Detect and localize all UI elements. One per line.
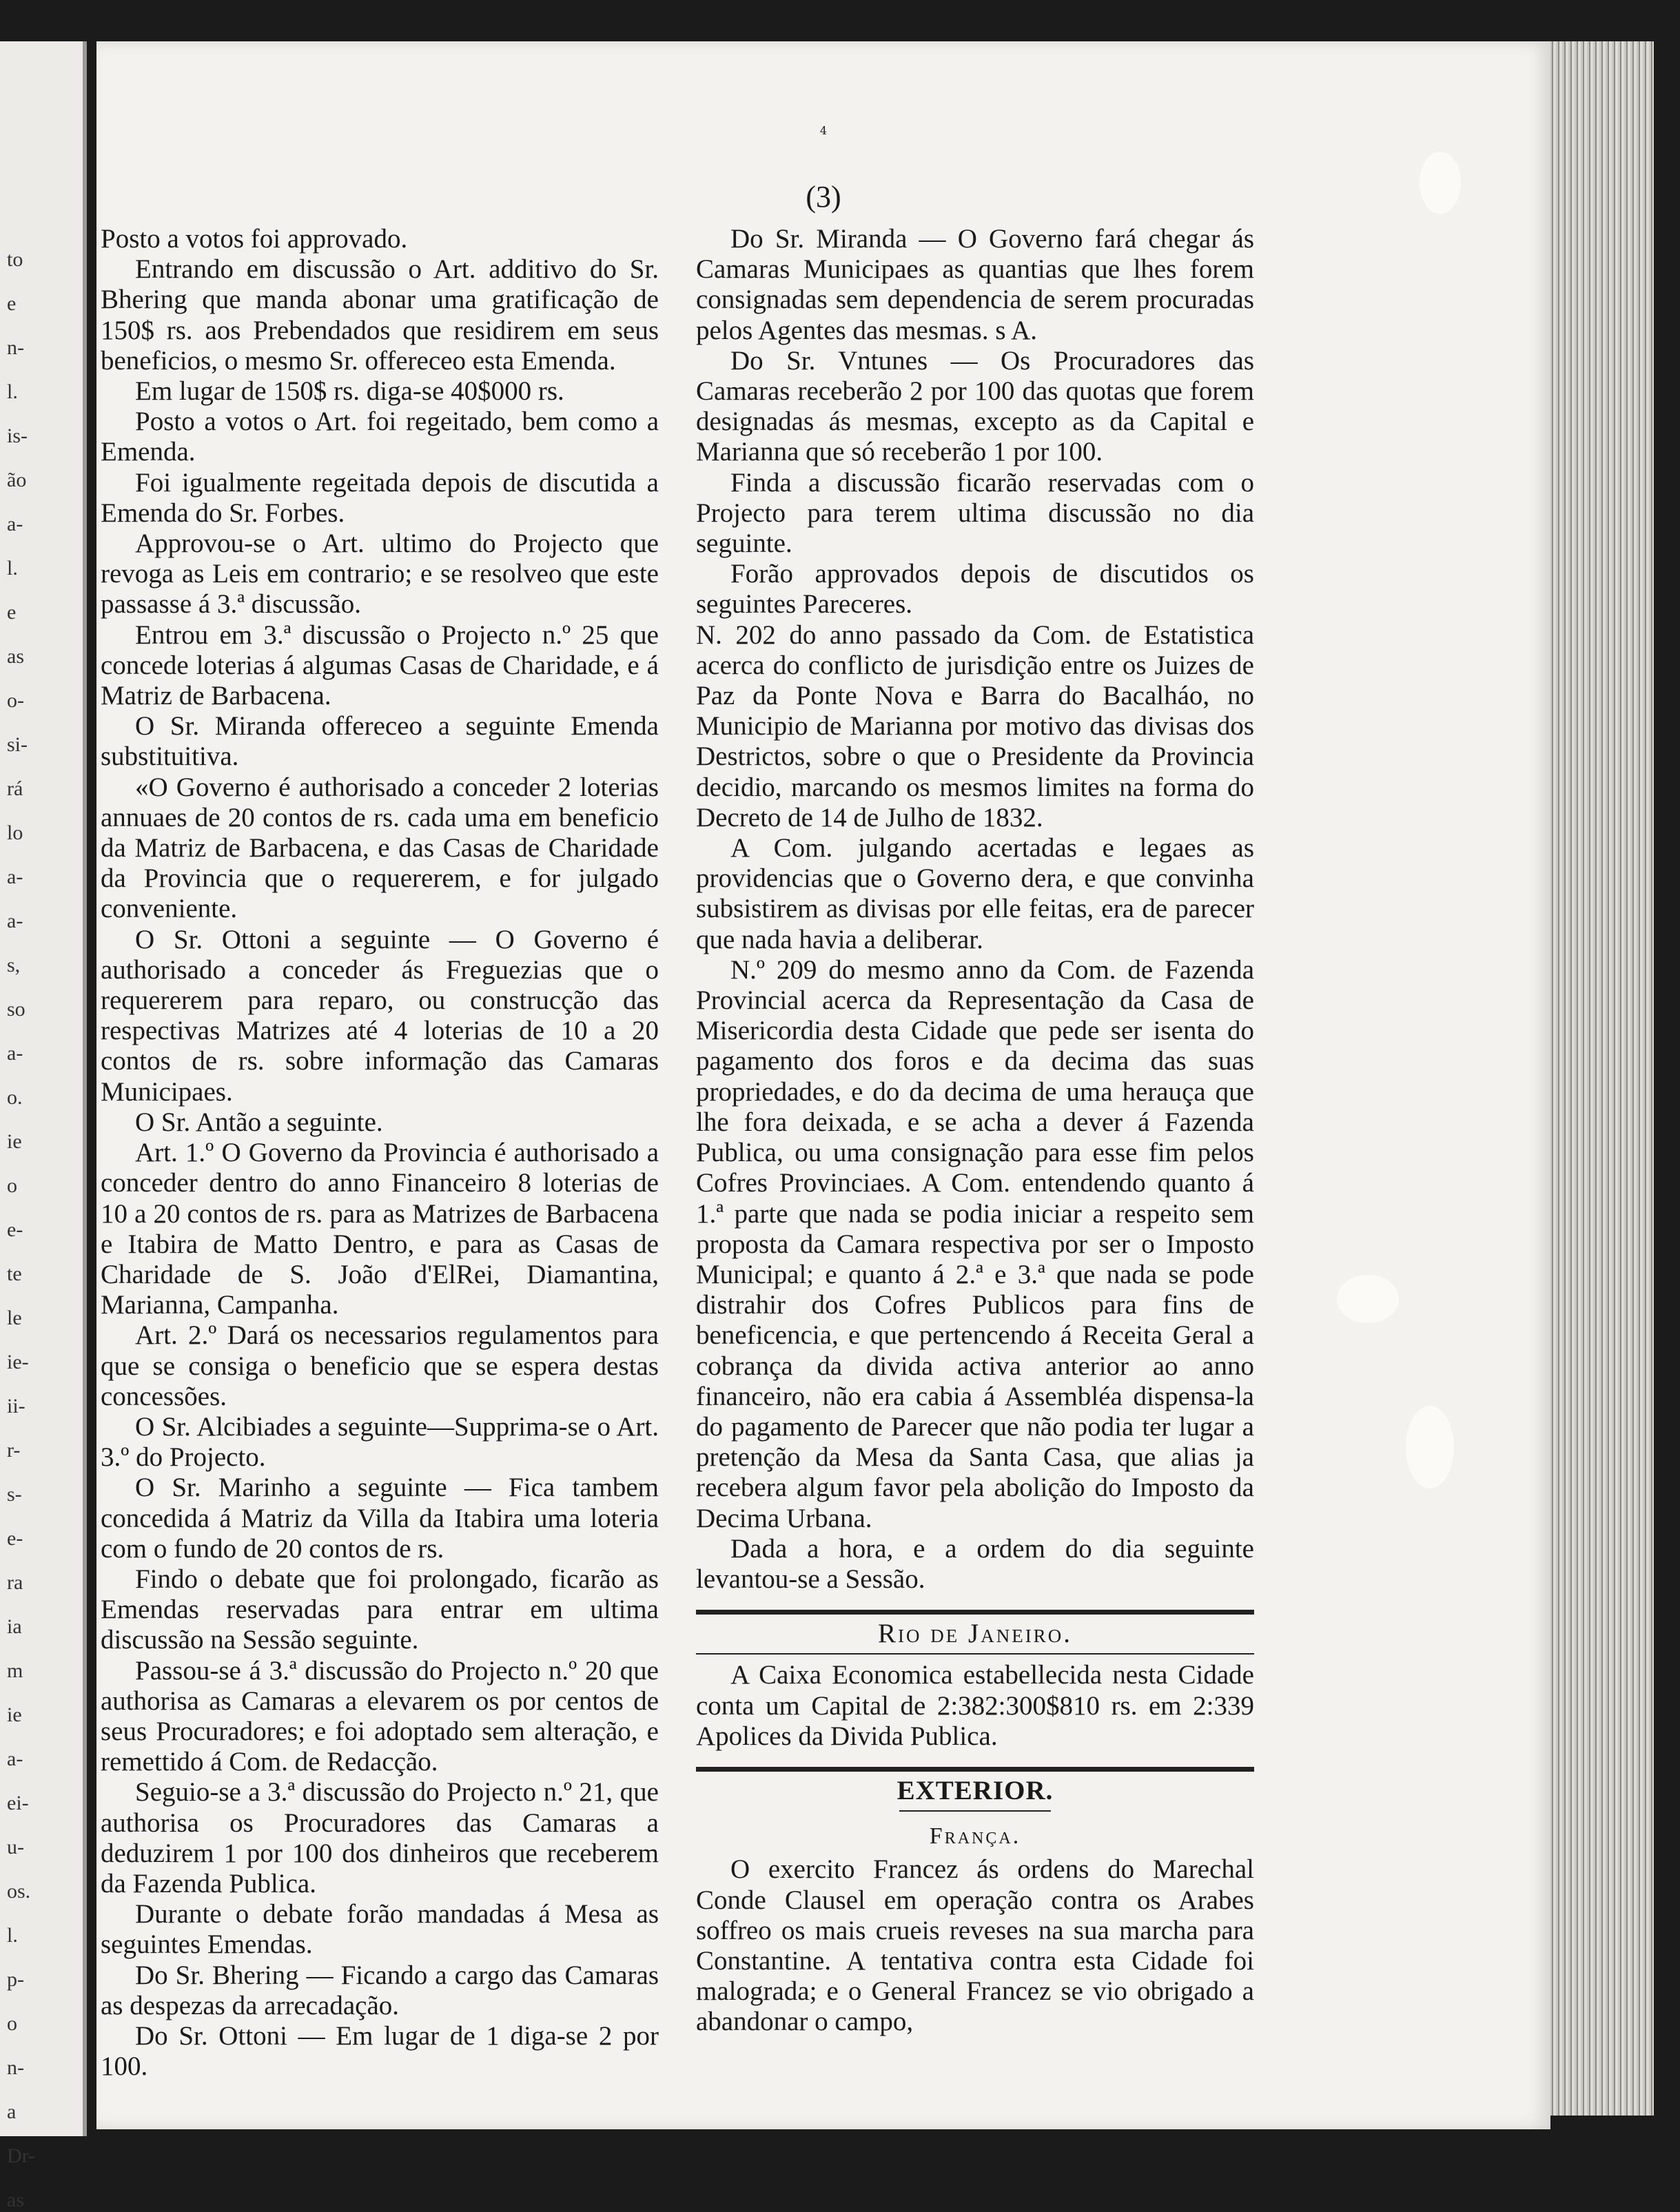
newspaper-page [96, 41, 1550, 2129]
paragraph: N. 202 do anno passado da Com. de Estatistica acerca do conflicto de jurisdição entre os Juizes de Paz da Ponte Nova e Barra do Bacalháo, no Municipio de Marianna por motivo das divisas dos Destrictos, sobre o que o Presidente da Provincia decidio, marcando os mesmos limites na forma do Decreto de 14 de Julho de 1832. [696, 619, 1254, 832]
paragraph: Dada a hora, e a ordem do dia seguinte levantou-se a Sessão. [696, 1533, 1254, 1594]
left-column [101, 224, 659, 2082]
facing-page-fragment: e [7, 601, 17, 624]
paragraph: Approvou-se o Art. ultimo do Projecto que revoga as Leis em contrario; e se resolveo que este passasse á 3.ª discussão. [101, 529, 659, 619]
facing-page-fragment: so [7, 998, 25, 1021]
facing-page-fragment: a [7, 2100, 17, 2123]
facing-page-fragment: te [7, 1262, 22, 1285]
facing-page-fragment: os. [7, 1880, 31, 1903]
paragraph: Art. 1.º O Governo da Provincia é authorisado a conceder dentro do anno Financeiro 8 loterias de 10 a 20 contos de rs. para as Matrizes de Barbacena e Itabira de Matto Dentro, e para as Casas de Charidade de S. João d'ElRei, Diamantina, Marianna, Campanha. [101, 1138, 659, 1320]
facing-page-fragment: s- [7, 1483, 22, 1506]
facing-page-fragment: n- [7, 2056, 24, 2079]
facing-page-fragment: o [7, 2012, 17, 2035]
facing-page-fragment: o- [7, 689, 24, 712]
facing-page-fragment: as [7, 2189, 24, 2211]
section-rule [696, 1767, 1254, 1772]
facing-page-fragment: s, [7, 954, 21, 976]
facing-page-fragment: l. [7, 557, 18, 580]
paragraph: Posto a votos foi approvado. [101, 224, 408, 254]
facing-page [0, 41, 87, 2211]
facing-page-fragment: o [7, 1174, 17, 1197]
facing-page-fragment: o. [7, 1086, 23, 1109]
page-mark: 4 [819, 124, 828, 137]
facing-page-fragment: Dr- [7, 2144, 36, 2167]
paragraph: Do Sr. Ottoni — Em lugar de 1 diga-se 2 por 100. [101, 2020, 659, 2082]
facing-page-fragment: ie [7, 1130, 22, 1153]
paragraph: Entrando em discussão o Art. additivo do Sr. Bhering que manda abonar uma gratificação de 150$ rs. aos Prebendados que residirem em seus beneficios, o mesmo Sr. offereceo esta Emenda. [101, 254, 659, 376]
paragraph: A Com. julgando acertadas e legaes as providencias que o Governo dera, e que convinha subsistirem as divisas por elle feitas, era de parecer que nada havia a deliberar. [696, 833, 1254, 954]
facing-page-fragment: a- [7, 910, 23, 932]
page-number: (3) [806, 180, 841, 214]
facing-page-fragment: r- [7, 1439, 21, 1462]
paragraph: Findo o debate que foi prolongado, ficarão as Emendas reservadas para entrar em ultima discussão na Sessão seguinte. [101, 1564, 659, 1655]
facing-page-fragment: as [7, 645, 24, 668]
facing-page-fragment: rá [7, 777, 23, 800]
facing-page-fragment: lo [7, 821, 23, 844]
section-rule [899, 1810, 1051, 1812]
paragraph: Seguio-se a 3.ª discussão do Projecto n.º 21, que authorisa os Procuradores das Camaras a deduzirem 1 por 100 dos dinheiros que receberem da Fazenda Publica. [101, 1777, 659, 1898]
facing-page-fragment: ie- [7, 1351, 29, 1373]
franca-paragraph: O exercito Francez ás ordens do Marechal Conde Clausel em operação contra os Arabes soffreo os mais crueis reveses na sua marcha para Constantine. A tentativa contra esta Cidade foi malograda; e o General Francez se vio obrigado a abandonar o campo, [696, 1854, 1254, 2037]
facing-page-fragment: a- [7, 1748, 23, 1770]
rio-paragraph: A Caixa Economica estabellecida nesta Cidade conta um Capital de 2:382:300$810 rs. em 2:339 Apolices da Divida Publica. [696, 1660, 1254, 1751]
facing-page-fragment: to [7, 248, 23, 271]
paragraph: Foi igualmente regeitada depois de discutida a Emenda do Sr. Forbes. [101, 467, 659, 528]
facing-page-fragment: u- [7, 1836, 24, 1858]
facing-page-fragment: l. [7, 1924, 18, 1947]
facing-page-fragment: a- [7, 866, 23, 888]
facing-page-fragment: ie [7, 1703, 22, 1726]
facing-page-fragment: si- [7, 733, 28, 756]
paragraph: «O Governo é authorisado a conceder 2 loterias annuaes de 20 contos de rs. cada uma em beneficio da Matriz de Barbacena, e das Casas de Charidade da Provincia que o requererem, e for julgado conveniente. [101, 772, 659, 924]
facing-page-fragment: ia [7, 1615, 22, 1638]
facing-page-fragment: a- [7, 1042, 23, 1065]
facing-page-fragment: is- [7, 424, 28, 447]
paragraph: Do Sr. Bhering — Ficando a cargo das Camaras as despezas da arrecadação. [101, 1960, 659, 2020]
facing-page-fragment: ei- [7, 1792, 29, 1814]
facing-page-fragment: e- [7, 1218, 23, 1241]
paragraph: O Sr. Alcibiades a seguinte—Supprima-se o Art. 3.º do Projecto. [101, 1411, 659, 1473]
right-column [696, 224, 1254, 2038]
franca-heading: França. [929, 1823, 1021, 1850]
facing-page-fragment: m [7, 1659, 23, 1682]
paragraph: Entrou em 3.ª discussão o Projecto n.º 25 que concede loterias á algumas Casas de Charidade, e á Matriz de Barbacena. [101, 619, 659, 711]
paragraph: O Sr. Antão a seguinte. [135, 1107, 383, 1137]
rio-heading: Rio de Janeiro. [878, 1619, 1072, 1649]
section-rule [696, 1610, 1254, 1615]
facing-page-fragment: l. [7, 380, 18, 403]
paragraph: Do Sr. Vntunes — Os Procuradores das Camaras receberão 2 por 100 das quotas que forem designadas ás mesmas, excepto as da Capital e Marianna que só receberão 1 por 100. [696, 345, 1254, 467]
facing-page-fragment: n- [7, 336, 24, 359]
facing-page-fragment: ão [7, 469, 27, 491]
paragraph: O Sr. Miranda offereceo a seguinte Emenda substituitiva. [101, 711, 659, 772]
facing-page-fragment: le [7, 1307, 22, 1329]
paragraph: Finda a discussão ficarão reservadas com o Projecto para terem ultima discussão no dia seguinte. [696, 467, 1254, 559]
paper-blemish [1337, 1275, 1399, 1323]
paragraph: Posto a votos o Art. foi regeitado, bem como a Emenda. [101, 407, 659, 467]
paragraph: Forão approvados depois de discutidos os seguintes Pareceres. [696, 559, 1254, 619]
paper-blemish [1420, 152, 1461, 214]
paragraph: Do Sr. Miranda — O Governo fará chegar ás Camaras Municipaes as quantias que lhes forem consignadas sem dependencia de serem procuradas pelos Agentes das mesmas. s A. [696, 224, 1254, 345]
facing-page-fragment: e- [7, 1527, 23, 1550]
paragraph: Passou-se á 3.ª discussão do Projecto n.º 20 que authorisa as Camaras a elevarem os por centos de seus Procuradores; e foi adoptado sem alteração, e remettido á Com. de Redacção. [101, 1655, 659, 1777]
facing-page-fragment: p- [7, 1968, 24, 1991]
paragraph: Durante o debate forão mandadas á Mesa as seguintes Emendas. [101, 1899, 659, 1960]
paragraph: O Sr. Marinho a seguinte — Fica tambem concedida á Matriz da Villa da Itabira uma loteria com o fundo de 20 contos de rs. [101, 1473, 659, 1564]
paragraph: O Sr. Ottoni a seguinte — O Governo é authorisado a conceder ás Freguezias que o requererem para reparo, ou construcção das respectivas Matrizes até 4 loterias de 10 a 20 contos de rs. sobre informação das Camaras Municipaes. [101, 924, 659, 1107]
paragraph: Em lugar de 150$ rs. diga-se 40$000 rs. [135, 376, 564, 407]
facing-page-fragment: e [7, 292, 17, 315]
paper-blemish [1406, 1406, 1454, 1488]
exterior-heading: EXTERIOR. [897, 1775, 1054, 1805]
paragraph: N.º 209 do mesmo anno da Com. de Fazenda Provincial acerca da Representação da Casa de Misericordia desta Cidade que pede ser isenta do pagamento dos foros e da decima das suas propriedades, e do da decima de uma herauça que lhe fora deixada, e se acha a dever á Fazenda Publica, ou uma consignação para esse fim pelos Cofres Provinciaes. A Com. entendendo quanto á 1.ª parte que nada se podia iniciar a respeito sem proposta da Camara respectiva por ser o Imposto Municipal; e quanto á 2.ª e 3.ª que nada se pode distrahir dos Cofres Publicos para fins de beneficencia, e que pertencendo á Receita Geral a cobrança da divida activa anterior ao anno financeiro, não era cabia á Assembléa dispensa-la do pagamento de Parecer que não podia ter lugar a pretenção da Mesa da Santa Casa, que alias ja recebera algum favor pela abolição do Imposto da Decima Urbana. [696, 954, 1254, 1533]
facing-page-fragment: ra [7, 1571, 23, 1594]
section-rule [696, 1653, 1254, 1655]
facing-page-fragment: a- [7, 513, 23, 535]
facing-page-fragment: ii- [7, 1395, 25, 1417]
paragraph: Art. 2.º Dará os necessarios regulamentos para que se consiga o beneficio que se espera destas concessões. [101, 1320, 659, 1411]
